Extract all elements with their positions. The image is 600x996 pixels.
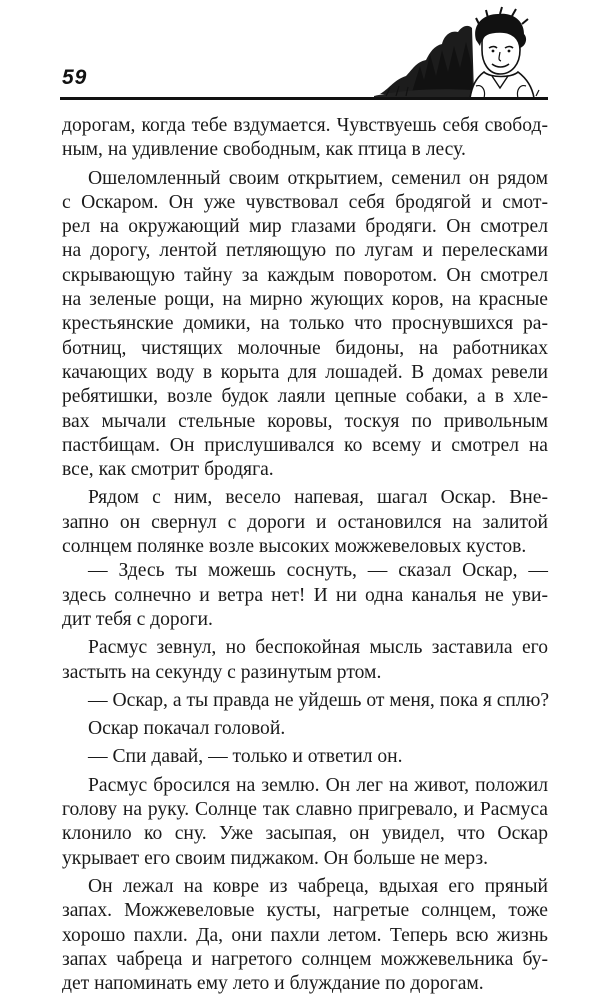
- text-line: клонило ко сну. Уже засыпая, он увидел, что Оскар: [62, 823, 548, 845]
- text-line: застыть на секунду с разинутым ртом.: [62, 661, 382, 683]
- paragraph: [62, 717, 548, 741]
- text-line: запах. Можжевеловые кусты, нагретые солнцем, тоже: [62, 900, 548, 922]
- text-line: пастбищам. Он прислушивался ко всему и смотрел на: [62, 434, 548, 456]
- page-number: 59: [62, 66, 88, 89]
- paragraph: [62, 486, 548, 559]
- text-line: ботниц, чистящих молочные бидоны, на работниках: [62, 337, 548, 359]
- text-line: рел на окружающий мир глазами бродяги. Он смотрел: [62, 216, 548, 238]
- text-line: качающих воду в корыта для лошадей. В домах ревели: [62, 361, 548, 383]
- body-text: [62, 114, 548, 996]
- text-line: дит тебя с дороги.: [62, 608, 213, 630]
- text-line: Рядом с ним, весело напевая, шагал Оскар. Вне-: [88, 487, 548, 509]
- text-line: вах мычали стельные коровы, тоскуя по привольным: [62, 410, 548, 432]
- paragraph: [62, 875, 548, 996]
- text-line: дорогам, когда тебе вздумается. Чувствуешь себя свобод-: [62, 115, 548, 136]
- text-line: здесь солнечно и ветра нет! И ни одна каналья не уви-: [62, 584, 548, 606]
- text-line: укрывает его своим пиджаком. Он больше не мерз.: [62, 847, 489, 869]
- text-line: голову на руку. Солнце так славно пригревало, и Расмуса: [62, 799, 548, 821]
- paragraph: [62, 745, 548, 769]
- text-line: Ошеломленный своим открытием, семенил он рядом: [88, 167, 548, 189]
- text-line: запах чабреца и нагретого солнцем можжевельника бу-: [62, 948, 548, 970]
- text-line: запно он свернул с дороги и остановился на залитой: [62, 511, 548, 533]
- text-line: ным, на удивление свободным, как птица в лесу.: [62, 139, 466, 161]
- paragraph: [62, 689, 548, 713]
- text-line: на зеленые рощи, на мирно жующих коров, на красные: [62, 289, 548, 311]
- text-line: Он лежал на ковре из чабреца, вдыхая его пряный: [88, 875, 548, 897]
- text-line: — Спи давай, — только и ответил он.: [88, 746, 403, 768]
- text-line: дет напоминать ему лето и блуждание по дорогам.: [62, 973, 484, 995]
- paragraph: [62, 774, 548, 871]
- text-line: ребятишки, возле будок лаяли цепные собаки, а в хле-: [62, 386, 548, 408]
- text-line: с Оскаром. Он уже чувствовал себя бродягой и смот-: [62, 191, 548, 213]
- text-line: все, как смотрит бродяга.: [62, 459, 274, 481]
- header-rule: [60, 97, 548, 100]
- text-line: Оскар покачал головой.: [88, 718, 286, 740]
- paragraph: [62, 559, 548, 632]
- text-line: — Оскар, а ты правда не уйдешь от меня, пока я сплю?: [88, 689, 550, 711]
- text-line: на дорогу, лентой петляющую по лугам и перелесками: [62, 240, 548, 262]
- text-line: Расмус бросился на землю. Он лег на живот, положил: [88, 774, 548, 796]
- text-line: хорошо пахли. Да, они пахли летом. Теперь всю жизнь: [62, 924, 548, 946]
- text-line: — Здесь ты можешь соснуть, — сказал Оскар, —: [88, 560, 548, 582]
- paragraph: [62, 167, 548, 483]
- text-line: солнцем полянке возле высоких можжевеловых кустов.: [62, 536, 527, 558]
- paragraph: [62, 636, 548, 685]
- text-line: крестьянские домики, на только что проснувшихся ра-: [62, 313, 548, 335]
- text-line: скрывающую тайну за каждым поворотом. Он смотрел: [62, 264, 548, 286]
- boy-among-trees-icon: [372, 6, 550, 100]
- paragraph: [62, 114, 548, 163]
- text-line: Расмус зевнул, но беспокойная мысль заставила его: [88, 637, 548, 659]
